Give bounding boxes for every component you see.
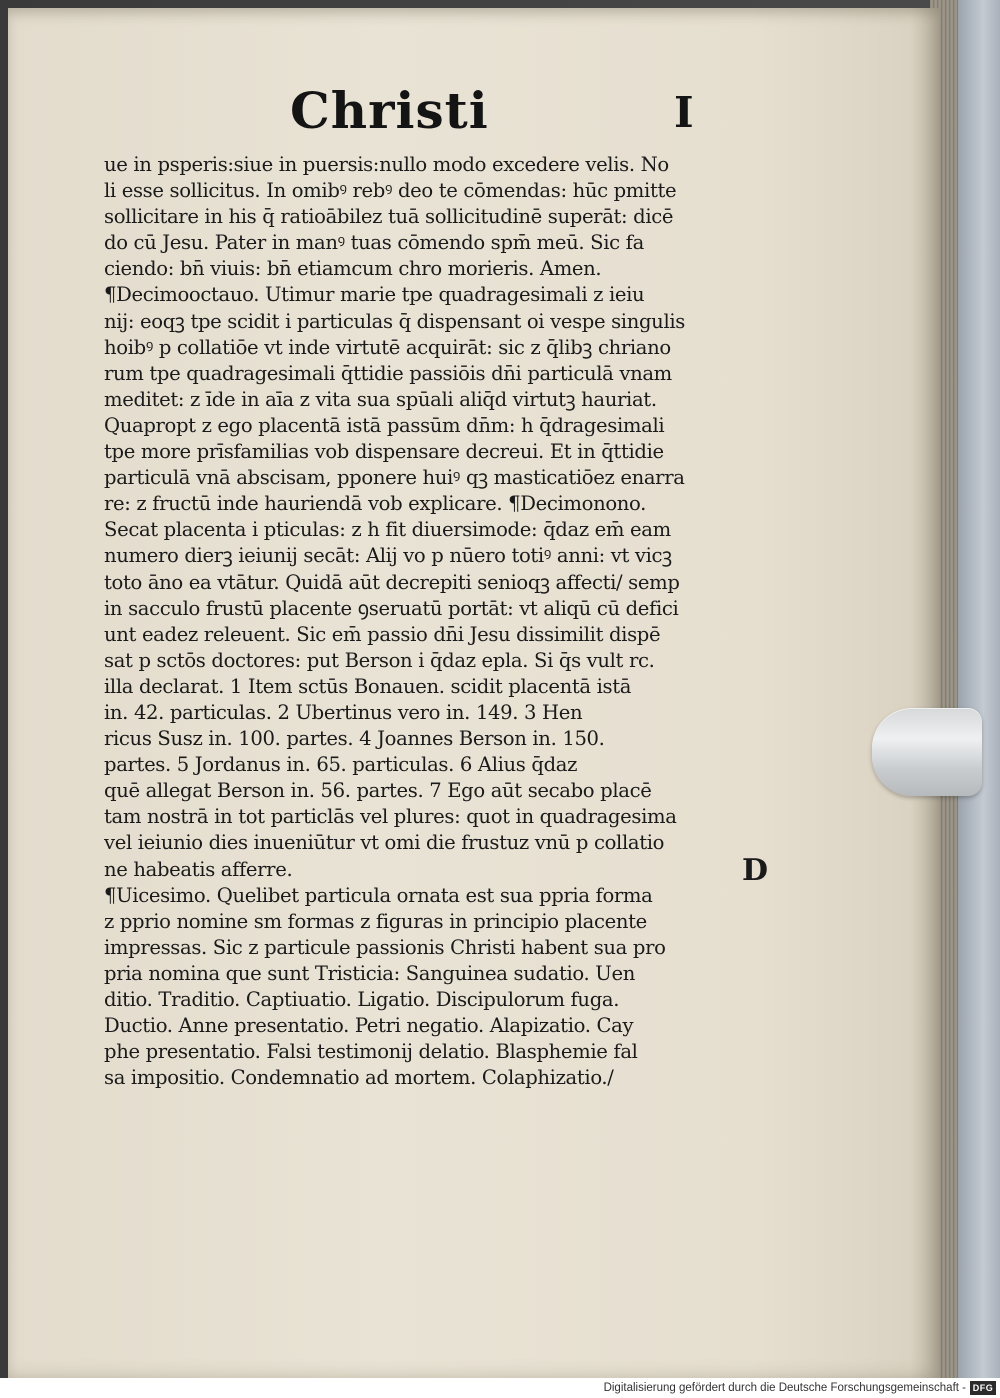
text-line: pria nomina que sunt Tristicia: Sanguinea sudatio. Uen	[104, 961, 635, 985]
text-line: numero dierꝫ ieiunij secāt: Alij vo p nūero totiꝰ anni: vt vicꝫ	[104, 544, 672, 568]
text-line: illa declarat. 1 Item sctūs Bonauen. scidit placentā istā	[104, 674, 632, 698]
text-line: re: z fructū inde hauriendā vob explicare. ¶Decimonono.	[104, 492, 647, 516]
text-line: Secat placenta i pticulas: z h fit diuersimode: q̄daz em̄ eam	[104, 518, 671, 542]
text-line: z pprio nomine sm formas z figuras in principio placente	[104, 909, 647, 933]
text-line: sollicitare in his q̄ ratioābilez tuā sollicitudinē superāt: dicē	[104, 205, 674, 229]
text-line: sa impositio. Condemnatio ad mortem. Colaphizatio./	[104, 1066, 614, 1090]
text-line: ¶Decimooctauo. Utimur marie tpe quadragesimali z ieiu	[104, 283, 645, 307]
text-line: li esse sollicitus. In omibꝰ rebꝰ deo te cōmendas: hūc pmitte	[104, 179, 677, 203]
text-line: ue in psperis:siue in puersis:nullo modo excedere velis. No	[104, 153, 669, 176]
funding-credit: Digitalisierung gefördert durch die Deutsche Forschungsgemeinschaft -	[603, 1382, 966, 1394]
text-line: ciendo: bn̄ viuis: bn̄ etiamcum chro morieris. Amen.	[104, 257, 602, 281]
text-line: ditio. Traditio. Captiuatio. Ligatio. Discipulorum fuga.	[104, 988, 620, 1011]
page-clip	[872, 708, 982, 796]
text-line: nij: eoqꝫ tpe scidit i particulas q̄ dispensant oi vespe singulis	[104, 309, 685, 333]
text-line: Quapropt z ego placentā istā passūm dn̄m: h q̄dragesimali	[104, 413, 665, 437]
text-line: impressas. Sic z particule passionis Christi habent sua pro	[104, 935, 666, 959]
text-line: vel ieiunio dies inueniūtur vt omi die frustuz vnū p collatio	[104, 831, 665, 855]
text-line: tpe more prīsfamilias vob dispensare decreui. Et in q̄ttidie	[104, 440, 664, 464]
text-line: ne habeatis afferre.	[104, 857, 293, 881]
text-line: rum tpe quadragesimali q̄ttidie passiōis dn̄i particulā vnam	[104, 361, 672, 385]
text-line: meditet: z īde in aīa z vita sua spūali aliq̄d virtutꝫ hauriat.	[104, 387, 657, 411]
running-title: Christi	[290, 81, 489, 140]
text-line: toto āno ea vtātur. Quidā aūt decrepiti senioqꝫ affecti/ semp	[104, 570, 680, 594]
text-line: hoibꝰ p collatiōe vt inde virtutē acquirāt: sic z q̄libꝫ chriano	[104, 335, 671, 359]
text-line: ¶Uicesimo. Quelibet particula ornata est sua ppria forma	[104, 883, 653, 907]
text-line: quē allegat Berson in. 56. partes. 7 Ego aūt secabo placē	[104, 779, 652, 803]
text-line: Ductio. Anne presentatio. Petri negatio. Alapizatio. Cay	[104, 1014, 634, 1038]
text-line: tam nostrā in tot particlās vel plures: quot in quadragesima	[104, 805, 677, 829]
text-line: particulā vnā abscisam, pponere huiꝰ qꝫ masticatiōez enarra	[104, 466, 685, 490]
signature-mark: D	[742, 853, 769, 888]
folio-number: I	[674, 88, 694, 137]
book-binding	[958, 0, 1000, 1378]
text-line: in. 42. particulas. 2 Ubertinus vero in. 149. 3 Hen	[104, 700, 583, 724]
text-line: partes. 5 Jordanus in. 65. particulas. 6 Alius q̄daz	[104, 753, 578, 777]
text-line: ricus Susz in. 100. partes. 4 Joannes Berson in. 150.	[104, 727, 605, 751]
text-line: sat p sctōs doctores: put Berson i q̄daz epla. Si q̄s vult rc.	[104, 648, 655, 672]
main-text-block	[104, 152, 710, 1091]
text-line: in sacculo frustū placente ꝯseruatū portāt: vt aliqū cū defici	[104, 596, 679, 620]
text-line: phe presentatio. Falsi testimonij delatio. Blasphemie fal	[104, 1040, 638, 1064]
book-page	[8, 8, 940, 1378]
text-line: do cū Jesu. Pater in manꝰ tuas cōmendo spm̄ meū. Sic fa	[104, 231, 644, 255]
text-line: unt eadez releuent. Sic em̄ passio dn̄i Jesu dissimilit dispē	[104, 622, 661, 646]
dfg-logo: DFG	[970, 1381, 996, 1395]
